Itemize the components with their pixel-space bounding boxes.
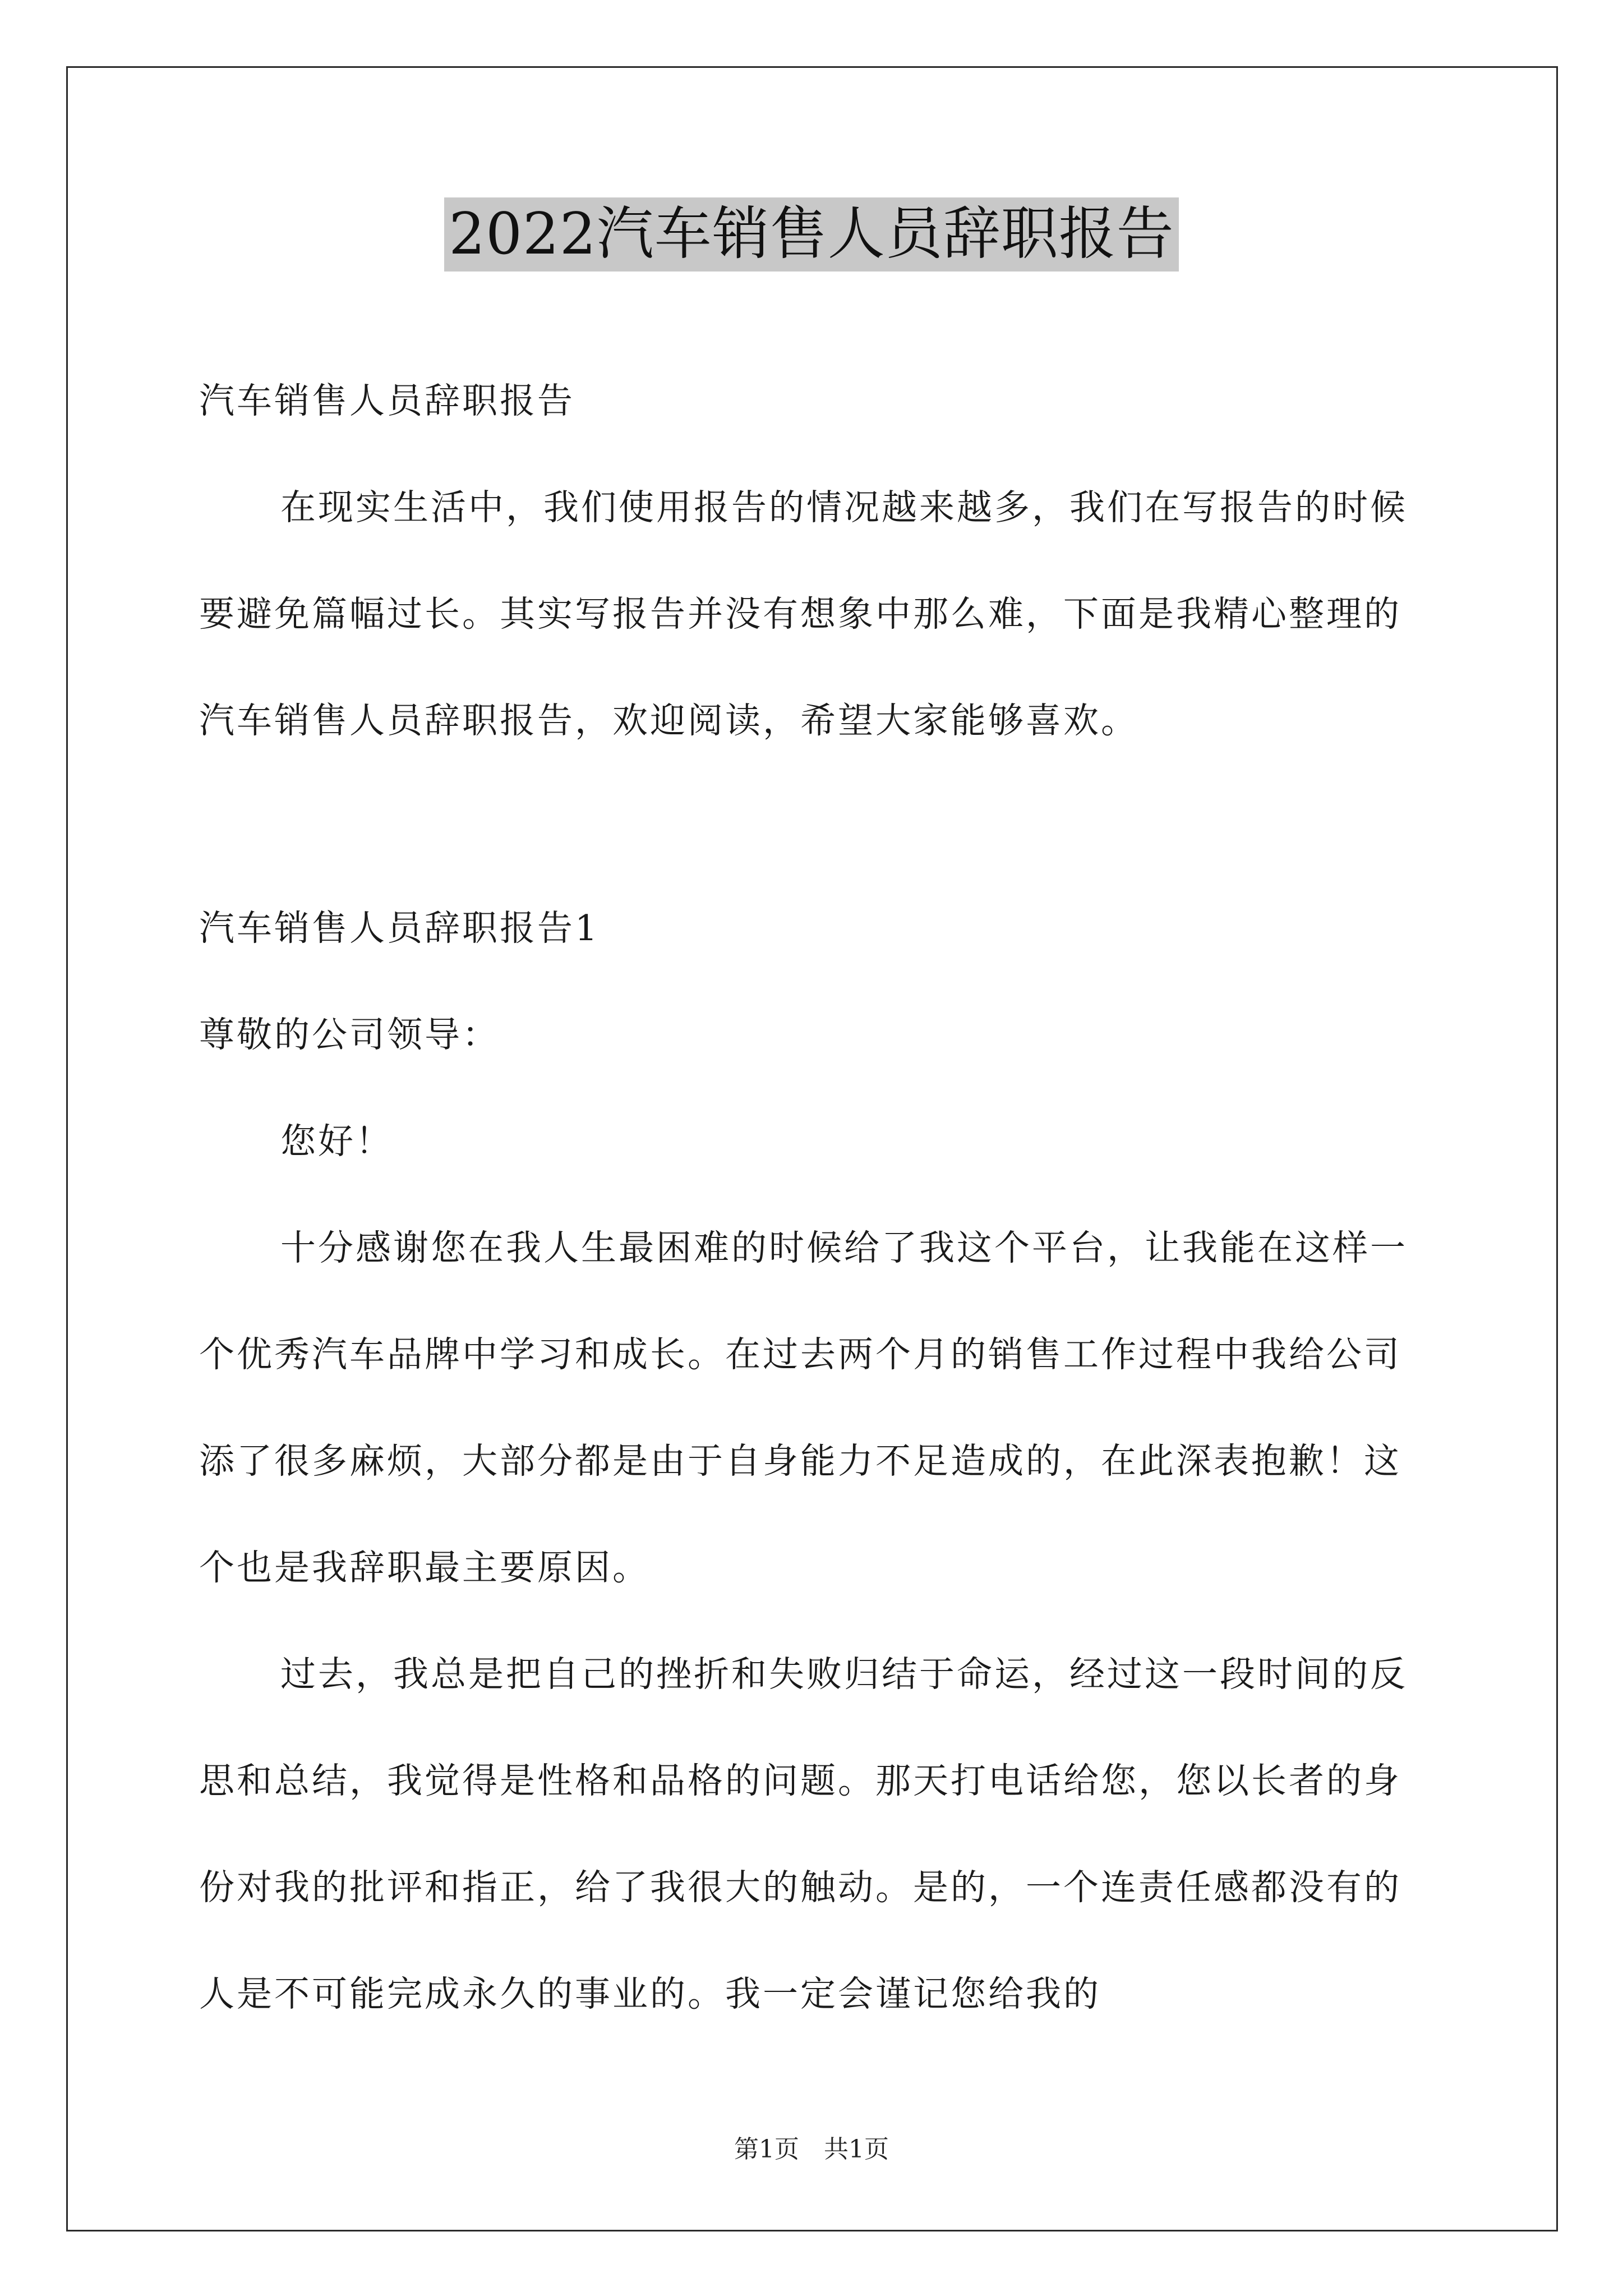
page-number-footer: 第1页 共1页 (734, 2135, 889, 2164)
intro-heading: 汽车销售人员辞职报告 (199, 380, 575, 421)
title-container (0, 197, 1623, 272)
body-paragraph-2: 过去，我总是把自己的挫折和失败归结于命运，经过这一段时间的反思和总结，我觉得是性格和品格的问题。那天打电话给您，您以长者的身份对我的批评和指正，给了我很大的触动。是的，一个连责任感都没有的人是不可能完成永久的事业的。我一定会谨记您给我的 (199, 1654, 1408, 2014)
section-heading: 汽车销售人员辞职报告1 (199, 908, 600, 949)
document-title: 2022汽车销售人员辞职报告 (444, 197, 1179, 272)
document-body (199, 348, 1433, 2047)
greeting: 您好！ (280, 1121, 393, 1162)
body-paragraph-1: 十分感谢您在我人生最困难的时候给了我这个平台，让我能在这样一个优秀汽车品牌中学习和成长。在过去两个月的销售工作过程中我给公司添了很多麻烦，大部分都是由于自身能力不足造成的，在此深表抱歉！这个也是我辞职最主要原因。 (199, 1227, 1408, 1588)
intro-paragraph: 在现实生活中，我们使用报告的情况越来越多，我们在写报告的时候要避免篇幅过长。其实写报告并没有想象中那么难，下面是我精心整理的汽车销售人员辞职报告，欢迎阅读，希望大家能够喜欢。 (199, 487, 1408, 741)
spacer (199, 774, 1433, 875)
salutation: 尊敬的公司领导： (199, 1014, 500, 1055)
